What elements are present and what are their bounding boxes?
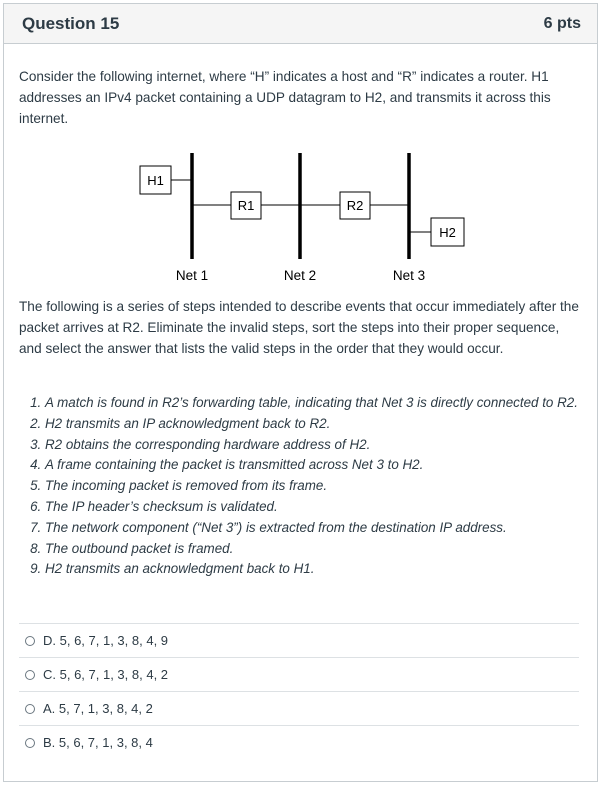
answer-label: A. 5, 7, 1, 3, 8, 4, 2	[43, 701, 153, 716]
r2-label: R2	[346, 198, 364, 213]
question-header	[4, 4, 597, 44]
answer-option-a[interactable]	[19, 691, 579, 725]
radio-button[interactable]	[25, 704, 35, 714]
step-item: 3. R2 obtains the corresponding hardware address of H2.	[45, 435, 603, 456]
step-item: 7. The network component (“Net 3”) is extracted from the destination IP address.	[45, 518, 603, 539]
net3-label: Net 3	[392, 268, 426, 283]
step-item: 8. The outbound packet is framed.	[45, 539, 603, 560]
answer-label: B. 5, 6, 7, 1, 3, 8, 4	[43, 735, 153, 750]
h1-label: H1	[147, 173, 164, 188]
step-item: 4. A frame containing the packet is transmitted across Net 3 to H2.	[45, 455, 603, 476]
step-item: 2. H2 transmits an IP acknowledgment back to R2.	[45, 414, 603, 435]
answer-option-b[interactable]	[19, 725, 579, 759]
question-instructions: The following is a series of steps intended to describe events that occur immediately after the packet arrives at R2. Eliminate the invalid steps, sort the steps into their proper sequence, and select the answer that lists the valid steps in the order that they would occur.	[19, 299, 579, 356]
network-diagram	[120, 147, 480, 287]
radio-button[interactable]	[25, 670, 35, 680]
radio-button[interactable]	[25, 636, 35, 646]
answer-option-c[interactable]	[19, 657, 579, 691]
answer-option-d[interactable]	[19, 623, 579, 657]
step-item: 9. H2 transmits an acknowledgment back to H1.	[45, 559, 603, 580]
radio-button[interactable]	[25, 738, 35, 748]
net2-label: Net 2	[283, 268, 317, 283]
answer-label: D. 5, 6, 7, 1, 3, 8, 4, 9	[43, 633, 169, 648]
steps-list	[19, 393, 603, 580]
h2-label: H2	[439, 225, 456, 240]
answer-label: C. 5, 6, 7, 1, 3, 8, 4, 2	[43, 667, 169, 682]
step-item: 1. A match is found in R2’s forwarding table, indicating that Net 3 is directly connected to R2.	[45, 393, 603, 414]
question-intro: Consider the following internet, where “H” indicates a host and “R” indicates a router. H1 addresses an IPv4 packet containing a UDP datagram to H2, and transmits it across this internet.	[19, 69, 551, 126]
step-item: 6. The IP header’s checksum is validated.	[45, 497, 603, 518]
r1-label: R1	[237, 198, 255, 213]
question-title: Question 15	[22, 13, 120, 33]
question-points: 6 pts	[543, 14, 581, 32]
step-item: 5. The incoming packet is removed from its frame.	[45, 476, 603, 497]
answer-list	[19, 623, 579, 759]
net1-label: Net 1	[175, 268, 209, 283]
